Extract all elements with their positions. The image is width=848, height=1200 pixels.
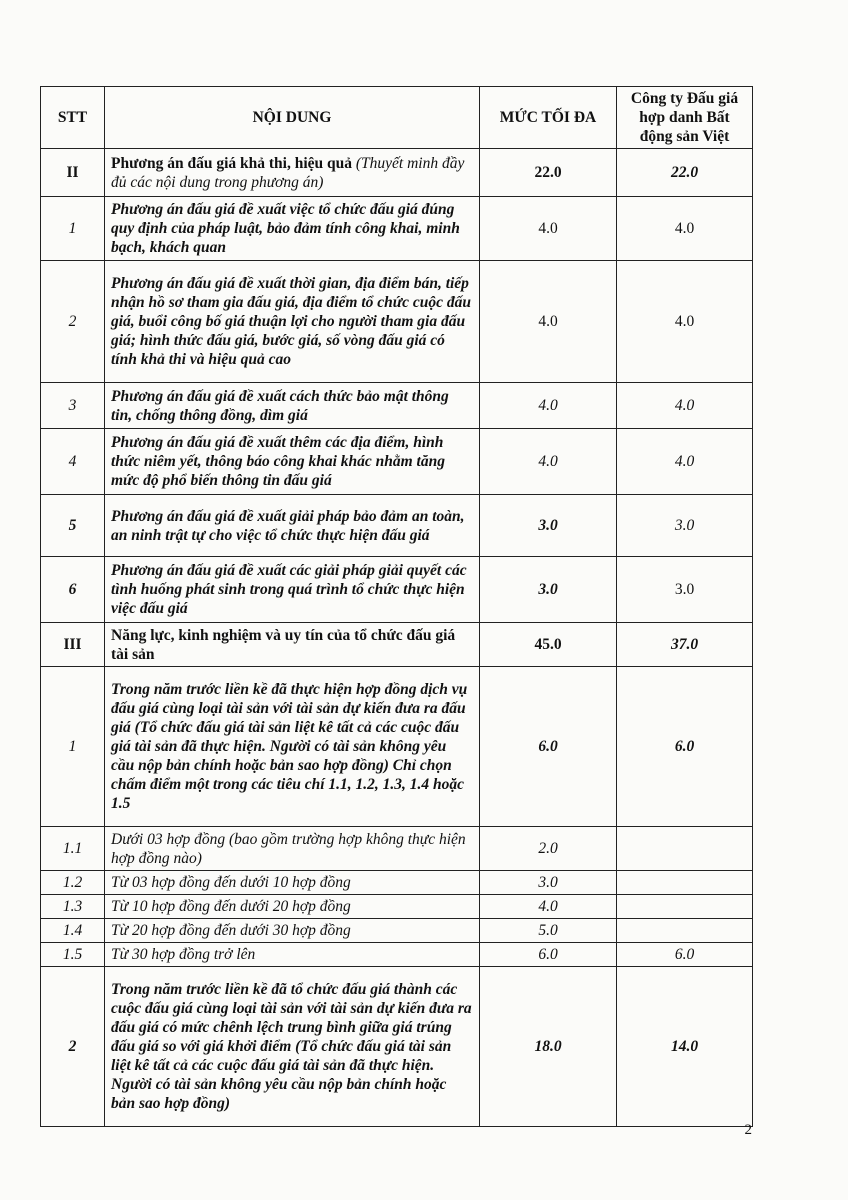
- row-stt: III: [41, 623, 105, 667]
- row-content: Phương án đấu giá đề xuất cách thức bảo mật thông tin, chống thông đồng, dìm giá: [105, 383, 480, 429]
- row-content: Dưới 03 hợp đồng (bao gồm trường hợp không thực hiện hợp đồng nào): [105, 827, 480, 871]
- row-max: 4.0: [480, 895, 617, 919]
- row-max: 3.0: [480, 557, 617, 623]
- row-score: [617, 871, 753, 895]
- table-row: [41, 429, 753, 495]
- scoring-table: [40, 86, 753, 1127]
- header-max: MỨC TỐI ĐA: [480, 87, 617, 149]
- table-row: [41, 197, 753, 261]
- row-score: 3.0: [617, 557, 753, 623]
- row-max: 4.0: [480, 197, 617, 261]
- row-score: 14.0: [617, 967, 753, 1127]
- row-max: 6.0: [480, 667, 617, 827]
- row-max: 6.0: [480, 943, 617, 967]
- row-max: 45.0: [480, 623, 617, 667]
- row-content: Từ 30 hợp đồng trở lên: [105, 943, 480, 967]
- row-content-note: (Thuyết minh đầy đủ các nội dung trong phương án): [111, 154, 465, 191]
- table-row: [41, 827, 753, 871]
- row-max: 3.0: [480, 871, 617, 895]
- table-row: [41, 557, 753, 623]
- row-stt: 1.5: [41, 943, 105, 967]
- table-row: [41, 919, 753, 943]
- row-score: 4.0: [617, 429, 753, 495]
- header-company: Công ty Đấu giá hợp danh Bất động sản Việt: [617, 87, 753, 149]
- row-content: Phương án đấu giá đề xuất việc tổ chức đấu giá đúng quy định của pháp luật, bảo đảm tính công khai, minh bạch, khách quan: [105, 197, 480, 261]
- row-score: 4.0: [617, 197, 753, 261]
- row-content: Năng lực, kinh nghiệm và uy tín của tổ chức đấu giá tài sản: [105, 623, 480, 667]
- row-content: Phương án đấu giá đề xuất các giải pháp giải quyết các tình huống phát sinh trong quá trình tổ chức thực hiện việc đấu giá: [105, 557, 480, 623]
- table-row: [41, 871, 753, 895]
- row-max: 2.0: [480, 827, 617, 871]
- row-score: 6.0: [617, 667, 753, 827]
- table-row: [41, 495, 753, 557]
- row-max: 22.0: [480, 149, 617, 197]
- row-score: 3.0: [617, 495, 753, 557]
- row-max: 4.0: [480, 429, 617, 495]
- table-row: [41, 149, 753, 197]
- row-stt: II: [41, 149, 105, 197]
- row-content: Từ 03 hợp đồng đến dưới 10 hợp đồng: [105, 871, 480, 895]
- row-score: 4.0: [617, 261, 753, 383]
- row-stt: 6: [41, 557, 105, 623]
- row-stt: 3: [41, 383, 105, 429]
- row-stt: 1: [41, 667, 105, 827]
- row-score: [617, 895, 753, 919]
- row-stt: 4: [41, 429, 105, 495]
- row-stt: 1: [41, 197, 105, 261]
- table-row: [41, 943, 753, 967]
- row-content: Phương án đấu giá đề xuất giải pháp bảo đảm an toàn, an ninh trật tự cho việc tổ chức thực hiện đấu giá: [105, 495, 480, 557]
- row-content: Trong năm trước liền kề đã thực hiện hợp đồng dịch vụ đấu giá cùng loại tài sản với tài sản dự kiến đưa ra đấu giá (Tổ chức đấu giá tài sản liệt kê tất cả các cuộc đấu giá tài sản đã thực hiện. Người có tài sản không yêu cầu nộp bản chính hoặc bản sao hợp đồng) Chỉ chọn chấm điểm một trong các tiêu chí 1.1, 1.2, 1.3, 1.4 hoặc 1.5: [105, 667, 480, 827]
- row-content: Từ 10 hợp đồng đến dưới 20 hợp đồng: [105, 895, 480, 919]
- row-stt: 1.2: [41, 871, 105, 895]
- page-number: 2: [744, 1122, 752, 1138]
- row-score: [617, 919, 753, 943]
- row-max: 3.0: [480, 495, 617, 557]
- row-content: Phương án đấu giá đề xuất thêm các địa điểm, hình thức niêm yết, thông báo công khai khác nhằm tăng mức độ phổ biến thông tin đấu giá: [105, 429, 480, 495]
- row-content: Trong năm trước liền kề đã tổ chức đấu giá thành các cuộc đấu giá cùng loại tài sản với tài sản dự kiến đưa ra đấu giá có mức chênh lệch trung bình giữa giá trúng đấu giá so với giá khởi điểm (Tổ chức đấu giá tài sản liệt kê tất cả các cuộc đấu giá tài sản đã thực hiện. Người có tài sản không yêu cầu nộp bản chính hoặc bản sao hợp đồng): [105, 967, 480, 1127]
- header-stt: STT: [41, 87, 105, 149]
- row-score: [617, 827, 753, 871]
- header-row: [41, 87, 753, 149]
- table-row: [41, 667, 753, 827]
- row-content: Phương án đấu giá đề xuất thời gian, địa điểm bán, tiếp nhận hồ sơ tham gia đấu giá, địa điểm tổ chức cuộc đấu giá, buổi công bố giá thuận lợi cho người tham gia đấu giá; hình thức đấu giá, bước giá, số vòng đấu giá có tính khả thi và hiệu quả cao: [105, 261, 480, 383]
- table-row: [41, 895, 753, 919]
- table-row: [41, 967, 753, 1127]
- row-max: 4.0: [480, 383, 617, 429]
- row-stt: 1.1: [41, 827, 105, 871]
- row-score: 22.0: [617, 149, 753, 197]
- row-stt: 2: [41, 967, 105, 1127]
- row-content: [105, 149, 480, 197]
- row-max: 18.0: [480, 967, 617, 1127]
- table-row: [41, 623, 753, 667]
- table-row: [41, 261, 753, 383]
- row-score: 4.0: [617, 383, 753, 429]
- table-row: [41, 383, 753, 429]
- row-stt: 5: [41, 495, 105, 557]
- row-max: 5.0: [480, 919, 617, 943]
- row-score: 37.0: [617, 623, 753, 667]
- row-max: 4.0: [480, 261, 617, 383]
- row-content-main: Phương án đấu giá khả thi, hiệu quả: [111, 154, 353, 172]
- row-content: Từ 20 hợp đồng đến dưới 30 hợp đồng: [105, 919, 480, 943]
- row-stt: 1.4: [41, 919, 105, 943]
- row-score: 6.0: [617, 943, 753, 967]
- row-stt: 2: [41, 261, 105, 383]
- header-content: NỘI DUNG: [105, 87, 480, 149]
- row-stt: 1.3: [41, 895, 105, 919]
